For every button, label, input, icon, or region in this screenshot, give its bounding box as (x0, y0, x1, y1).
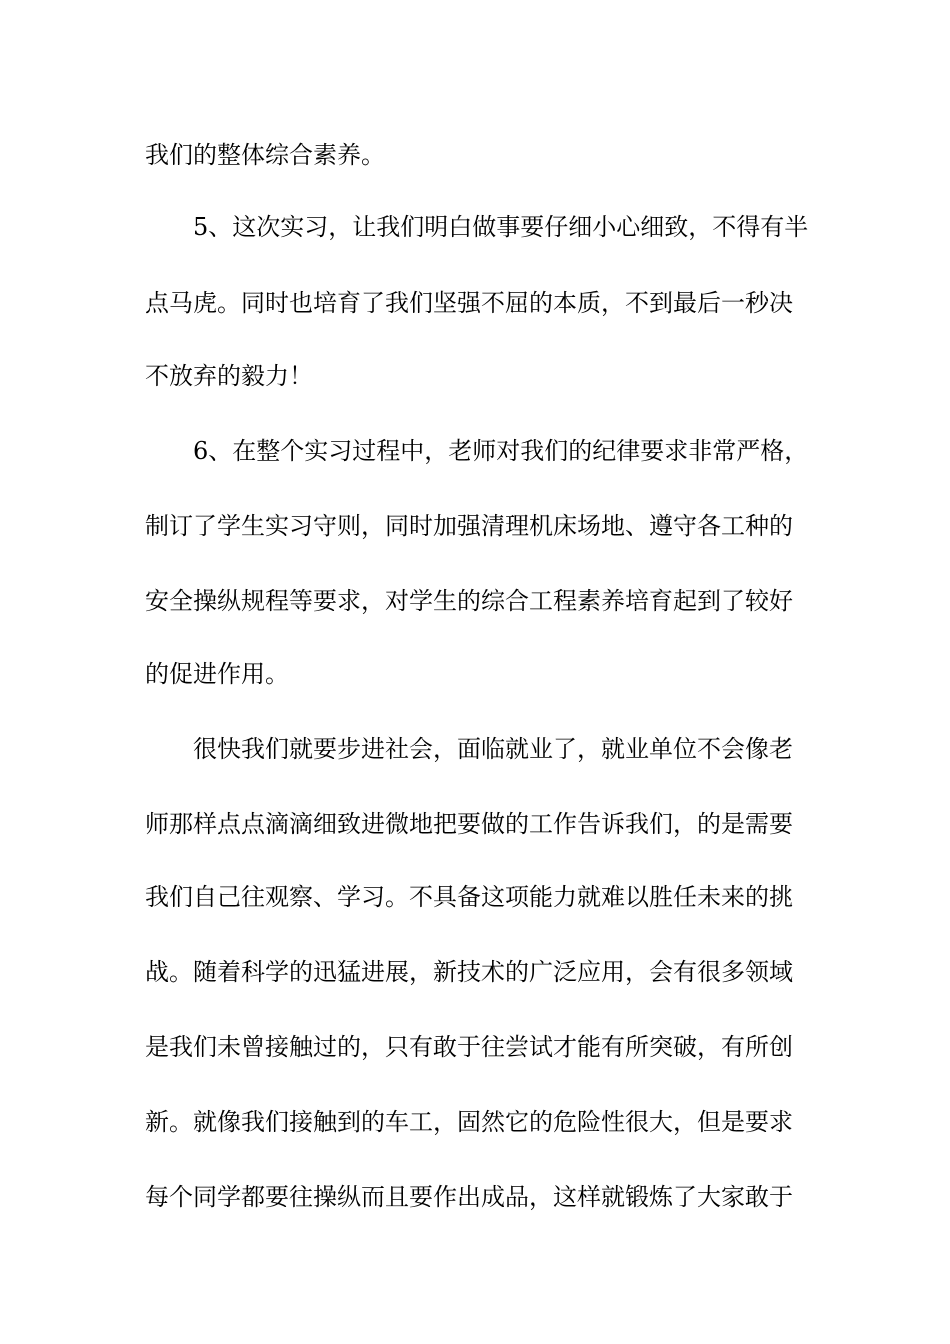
text-line: 制订了学生实习守则，同时加强清理机床场地、遵守各工种的 (145, 512, 793, 540)
text-line: 我们的整体综合素养。 (145, 141, 385, 169)
text-line: 师那样点点滴滴细致进微地把要做的工作告诉我们，的是需要 (145, 810, 793, 838)
text-line: 每个同学都要往操纵而且要作出成品，这样就锻炼了大家敢于 (145, 1183, 793, 1211)
text-line: 的促进作用。 (145, 660, 289, 688)
text-line: 5、这次实习，让我们明白做事要仔细小心细致，不得有半 (193, 213, 809, 241)
text-line: 点马虎。同时也培育了我们坚强不屈的本质，不到最后一秒决 (145, 289, 793, 317)
text-line: 很快我们就要步进社会，面临就业了，就业单位不会像老 (193, 735, 793, 763)
text-line: 新。就像我们接触到的车工，固然它的危险性很大，但是要求 (145, 1108, 793, 1136)
text-line: 安全操纵规程等要求，对学生的综合工程素养培育起到了较好 (145, 587, 793, 615)
text-line: 我们自己往观察、学习。不具备这项能力就难以胜任未来的挑 (145, 883, 793, 911)
text-line: 是我们未曾接触过的，只有敢于往尝试才能有所突破，有所创 (145, 1033, 793, 1061)
text-line: 6、在整个实习过程中，老师对我们的纪律要求非常严格， (193, 437, 809, 465)
text-line: 不放弃的毅力！ (145, 362, 313, 390)
text-line: 战。随着科学的迅猛进展，新技术的广泛应用，会有很多领域 (145, 958, 793, 986)
